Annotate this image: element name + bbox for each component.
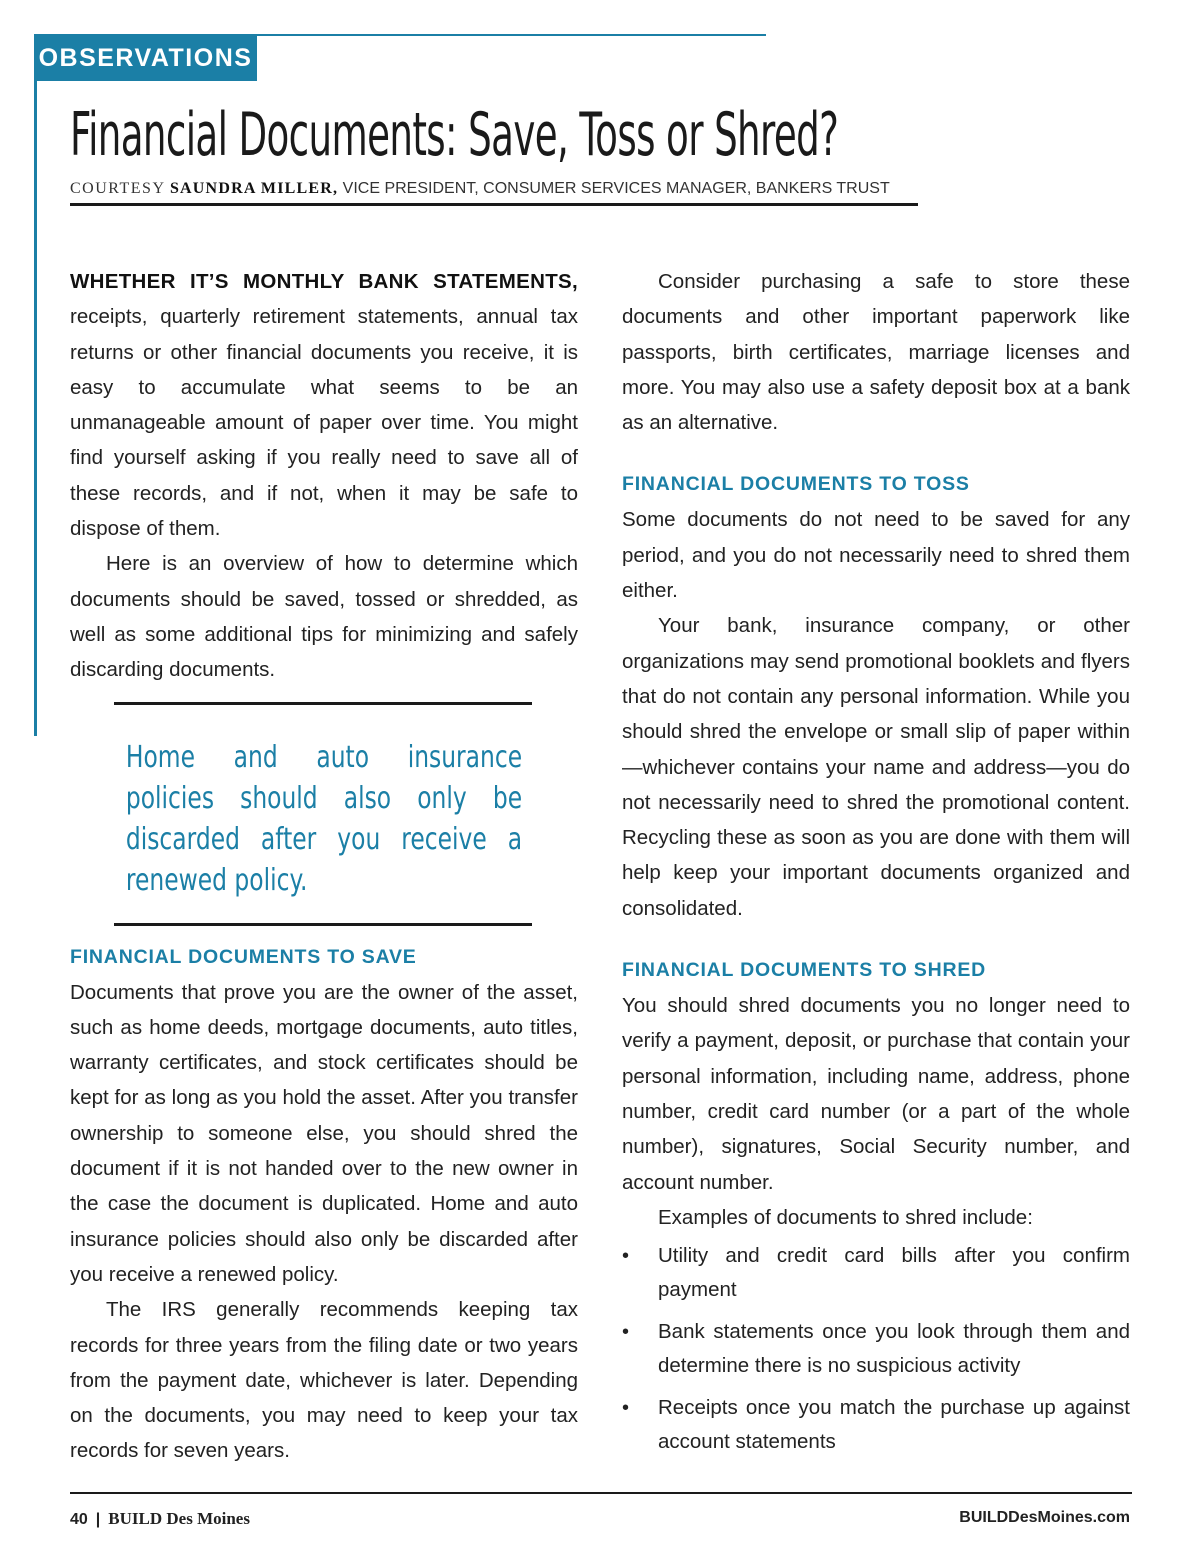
bullet-icon: • [622,1397,630,1420]
magazine-name: BUILD Des Moines [108,1509,250,1528]
pull-quote [70,705,578,923]
pull-quote-block [70,702,578,926]
toss-paragraph-1: Some documents do not need to be saved for any period, and you do not necessarily need to shred them either. [622,508,1130,603]
title-divider [70,203,918,206]
shred-paragraph-1: You should shred documents you no longer need to verify a payment, deposit, or purchase that contain your personal information, including name, address, phone number, credit card number (or a part of the whole number), signatures, Social Security number, and account number. [622,994,1130,1194]
footer-website[interactable]: BUILDDesMoines.com [959,1509,1130,1526]
intro-paragraph [70,264,578,546]
list-item: • Receipts once you match the purchase up against account statements [622,1391,1130,1459]
byline-role: VICE PRESIDENT, CONSUMER SERVICES MANAGER, BANKERS TRUST [342,180,890,197]
intro-text: receipts, quarterly retirement statements, annual tax returns or other financial documents you receive, it is easy to accumulate what seems to be an unmanageable amount of paper over time. You might find yourself asking if you really need to save all of these records, and if not, when it may be safe to dispose of them. [70,305,578,541]
byline-courtesy: COURTESY [70,180,166,197]
save-paragraph-1: Documents that prove you are the owner of the asset, such as home deeds, mortgage documents, auto titles, warranty certificates, and stock certificates should be kept for as long as you hold the asset. After you transfer ownership to someone else, you should shred the document if it is not handed over to the new owner in the case the document is duplicated. Home and auto insurance policies should also only be discarded after you receive a renewed policy. [70,980,578,1286]
shred-heading: FINANCIAL DOCUMENTS TO SHRED [622,959,987,982]
left-column [70,264,578,1469]
right-column [622,264,1130,1467]
footer-separator: | [95,1511,101,1528]
save-heading: FINANCIAL DOCUMENTS TO SAVE [70,945,417,968]
toss-paragraph-2: Your bank, insurance company, or other organizations may send promotional booklets and flyers that do not contain any personal information. While you should shred the envelope or small slip of paper within—whichever contains your name and address—you do not necessarily need to shred the promotional content. Recycling these as soon as you are done with them will help keep your important documents organized and consolidated. [622,614,1130,920]
shred-examples-list [622,1239,1130,1459]
intro-lead: WHETHER IT’S MONTHLY BANK STATEMENTS, [70,270,578,293]
pull-quote-text: Home and auto insurance policies should also only be discarded after you receive a renewed policy. [125,739,523,898]
byline-author: SAUNDRA MILLER, [169,180,339,197]
shred-paragraph-2: Examples of documents to shred include: [658,1205,1033,1229]
list-item: • Bank statements once you look through them and determine there is no suspicious activity [622,1315,1130,1383]
byline [70,180,890,198]
accent-rule-left [34,34,37,736]
article-title: Financial Documents: Save, Toss or Shred? [70,100,839,170]
footer-folio [70,1509,250,1529]
list-item: • Utility and credit card bills after you confirm payment [622,1239,1130,1307]
page-number: 40 [70,1511,88,1528]
toss-heading: FINANCIAL DOCUMENTS TO TOSS [622,473,970,496]
safe-paragraph: Consider purchasing a safe to store these documents and other important paperwork like passports, birth certificates, marriage licenses and more. You may also use a safety deposit box at a bank as an alternative. [622,270,1130,435]
footer-divider [70,1492,1132,1494]
bullet-icon: • [622,1245,630,1268]
save-paragraph-2: The IRS generally recommends keeping tax records for three years from the filing date or two years from the payment date, whichever is later. Depending on the documents, you may need to keep your tax records for seven years. [70,1298,578,1463]
pull-quote-rule-bottom [114,923,532,926]
intro-paragraph-2: Here is an overview of how to determine which documents should be saved, tossed or shredded, as well as some additional tips for minimizing and safely discarding documents. [70,552,578,682]
section-label: OBSERVATIONS [34,36,257,81]
bullet-icon: • [622,1321,630,1344]
